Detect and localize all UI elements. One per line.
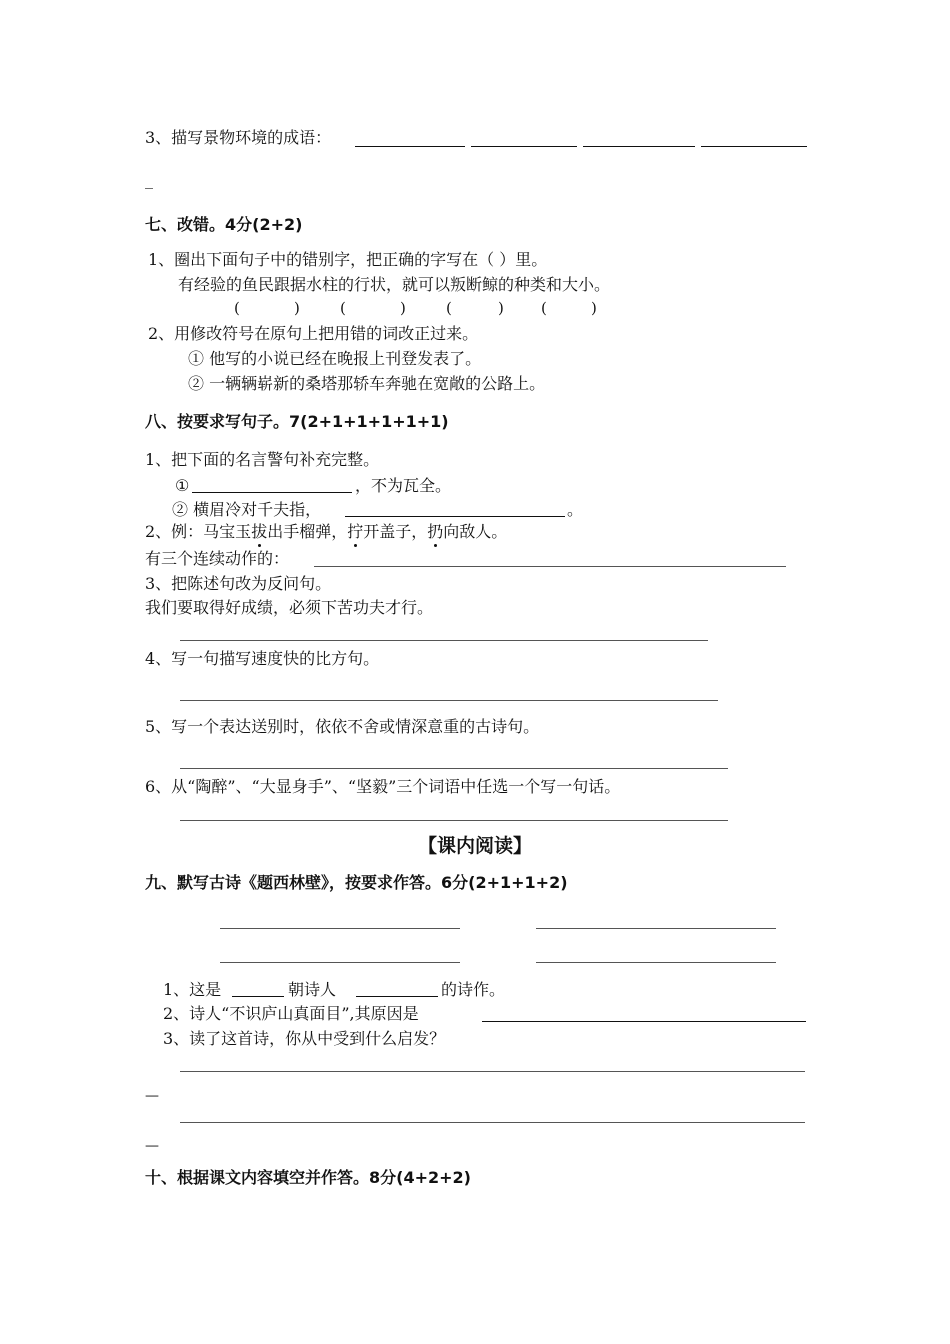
answer-blank[interactable] bbox=[355, 146, 465, 147]
paren-close: ) bbox=[591, 299, 597, 317]
s8-q1-b-suffix: 。 bbox=[567, 500, 584, 519]
answer-blank[interactable] bbox=[471, 146, 577, 147]
s7-sentence: 有经验的鱼民跟据水柱的行状，就可以叛断鲸的种类和大小。 bbox=[178, 275, 611, 294]
s8-question-1: 1、把下面的名言警句补充完整。 bbox=[145, 450, 380, 469]
answer-blank[interactable] bbox=[701, 146, 807, 147]
poem-line-blank[interactable] bbox=[220, 962, 460, 963]
s8-question-5: 5、写一个表达送别时，依依不舍或情深意重的古诗句。 bbox=[145, 717, 540, 736]
emphasis-word: 扔 bbox=[427, 522, 444, 541]
s7-sentence-b: ② 一辆辆崭新的桑塔那轿车奔驰在宽敞的公路上。 bbox=[188, 374, 546, 393]
s8-q1-b-prefix: ② 横眉冷对千夫指， bbox=[172, 500, 322, 519]
s9-q1-a: 1、这是 bbox=[163, 980, 222, 999]
idiom-question-3 bbox=[145, 128, 331, 148]
answer-line[interactable] bbox=[180, 768, 728, 769]
paren-close: ) bbox=[400, 299, 406, 317]
s9-q1-b: 朝诗人 bbox=[288, 980, 337, 999]
s7-question-2: 2、用修改符号在原句上把用错的词改正过来。 bbox=[148, 324, 479, 343]
s9-q1-c: 的诗作。 bbox=[441, 980, 506, 999]
s8-q1-a-suffix: ，不为瓦全。 bbox=[355, 476, 452, 495]
s8-question-6: 6、从“陶醉”、“大显身手”、“坚毅”三个词语中任选一个写一句话。 bbox=[145, 777, 621, 796]
section-heading-reading: 【课内阅读】 bbox=[417, 835, 532, 857]
answer-blank[interactable] bbox=[583, 146, 695, 147]
section-9-title: 九、默写古诗《题西林壁》，按要求作答。6分(2+1+1+2) bbox=[145, 873, 568, 892]
s9-question-2: 2、诗人“不识庐山真面目”,其原因是 bbox=[163, 1004, 419, 1023]
answer-blank[interactable] bbox=[356, 996, 438, 997]
paren-close: ) bbox=[294, 299, 300, 317]
s9-question-3: 3、读了这首诗，你从中受到什么启发？ bbox=[163, 1029, 446, 1048]
section-7-title: 七、改错。4分(2+2) bbox=[145, 215, 303, 234]
answer-blank[interactable] bbox=[192, 492, 352, 493]
answer-line[interactable] bbox=[180, 1071, 805, 1072]
answer-blank[interactable] bbox=[232, 996, 284, 997]
poem-line-blank[interactable] bbox=[536, 928, 776, 929]
wrap-dash: — bbox=[145, 1088, 159, 1104]
paren-open: ( bbox=[541, 299, 547, 317]
answer-line[interactable] bbox=[314, 566, 786, 567]
s8-q3-sentence: 我们要取得好成绩，必须下苦功夫才行。 bbox=[145, 598, 434, 617]
wrap-dash: — bbox=[145, 1138, 159, 1154]
answer-line[interactable] bbox=[180, 640, 708, 641]
answer-line[interactable] bbox=[180, 1122, 805, 1123]
poem-line-blank[interactable] bbox=[536, 962, 776, 963]
answer-blank[interactable] bbox=[482, 1021, 806, 1022]
section-8-title: 八、按要求写句子。7(2+1+1+1+1+1) bbox=[145, 412, 449, 431]
answer-line[interactable] bbox=[180, 820, 728, 821]
emphasis-word: 拔 bbox=[251, 522, 268, 541]
answer-line[interactable] bbox=[180, 700, 718, 701]
paren-open: ( bbox=[340, 299, 346, 317]
poem-line-blank[interactable] bbox=[220, 928, 460, 929]
emphasis-word: 拧 bbox=[347, 522, 364, 541]
s8-q2-task: 有三个连续动作的： bbox=[145, 549, 290, 568]
section-10-title: 十、根据课文内容填空并作答。8分(4+2+2) bbox=[145, 1168, 471, 1187]
s8-question-2: 2、例：马宝玉拔出手榴弹，拧开盖子，扔向敌人。 bbox=[145, 522, 508, 541]
paren-open: ( bbox=[234, 299, 240, 317]
s8-q1-a-prefix: ① bbox=[175, 476, 190, 495]
s8-question-4: 4、写一句描写速度快的比方句。 bbox=[145, 649, 380, 668]
s7-sentence-a: ① 他写的小说已经在晚报上刊登发表了。 bbox=[188, 349, 482, 368]
paren-open: ( bbox=[446, 299, 452, 317]
answer-blank[interactable] bbox=[345, 516, 565, 517]
s8-question-3: 3、把陈述句改为反问句。 bbox=[145, 574, 332, 593]
question-label: 3、描写景物环境的成语： bbox=[145, 128, 332, 147]
paren-close: ) bbox=[498, 299, 504, 317]
wrap-underscore: _ bbox=[145, 170, 153, 189]
s7-question-1: 1、圈出下面句子中的错别字，把正确的字写在（ ）里。 bbox=[148, 250, 548, 269]
